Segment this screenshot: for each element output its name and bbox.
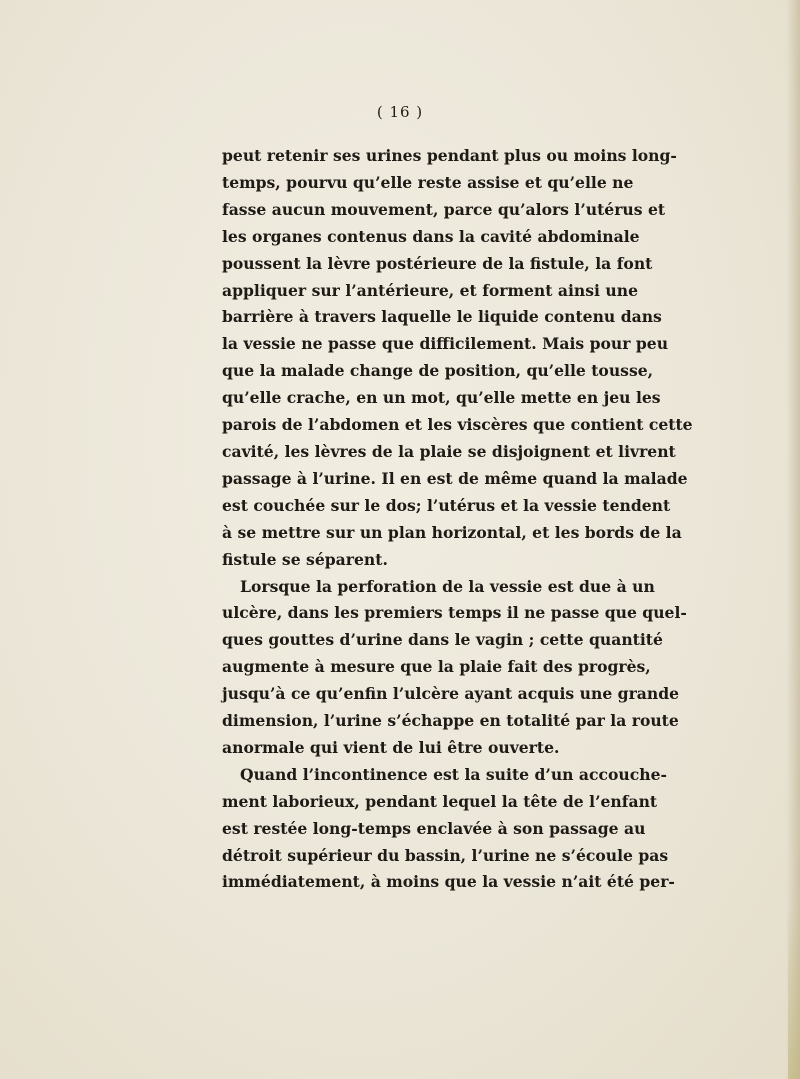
text-line: immédiatement, à moins que la vessie n’ait été per- (222, 872, 675, 892)
text-line: à se mettre sur un plan horizontal, et les bords de la (222, 522, 682, 542)
text-line: ques gouttes d’urine dans le vagin ; cette quantité (222, 630, 663, 650)
text-line: peut retenir ses urines pendant plus ou moins long- (222, 146, 677, 165)
text-line: ulcère, dans les premiers temps il ne passe que quel- (222, 603, 687, 623)
text-line: est restée long-temps enclavée à son passage au (222, 818, 646, 838)
text-line: ment laborieux, pendant lequel la tête de l’enfant (222, 791, 658, 811)
text-line: barrière à travers laquelle le liquide contenu dans (222, 307, 662, 327)
text-line: la vessie ne passe que difficilement. Mais pour peu (222, 334, 669, 354)
text-line: qu’elle crache, en un mot, qu’elle mette en jeu les (222, 388, 661, 408)
text-line: fasse aucun mouvement, parce qu’alors l’utérus et (222, 199, 666, 219)
text-line: poussent la lèvre postérieure de la fistule, la font (222, 253, 653, 273)
text-line: anormale qui vient de lui être ouverte. (222, 737, 560, 757)
text-line: jusqu’à ce qu’enfin l’ulcère ayant acquis une grande (222, 684, 680, 704)
body-text (222, 143, 693, 896)
text-line: temps, pourvu qu’elle reste assise et qu’elle ne (222, 172, 634, 192)
text-line: parois de l’abdomen et les viscères que contient cette (222, 415, 693, 435)
text-line: détroit supérieur du bassin, l’urine ne s’écoule pas (222, 845, 669, 865)
page-number: ( 16 ) (376, 103, 424, 121)
text-line: dimension, l’urine s’échappe en totalité par la route (222, 711, 679, 731)
text-line: appliquer sur l’antérieure, et forment ainsi une (222, 280, 638, 300)
text-line: fistule se séparent. (222, 549, 388, 569)
text-line: Lorsque la perforation de la vessie est due à un (240, 576, 655, 596)
text-line: les organes contenus dans la cavité abdominale (222, 226, 640, 246)
text-line: cavité, les lèvres de la plaie se disjoignent et livrent (222, 441, 676, 461)
text-line: Quand l’incontinence est la suite d’un accouche- (240, 764, 667, 784)
text-line: augmente à mesure que la plaie fait des progrès, (222, 657, 651, 677)
page-edge-stain (788, 900, 800, 1079)
text-line: passage à l’urine. Il en est de même quand la malade (222, 468, 688, 488)
text-line: que la malade change de position, qu’elle tousse, (222, 361, 654, 381)
text-line: est couchée sur le dos; l’utérus et la vessie tendent (222, 495, 671, 515)
